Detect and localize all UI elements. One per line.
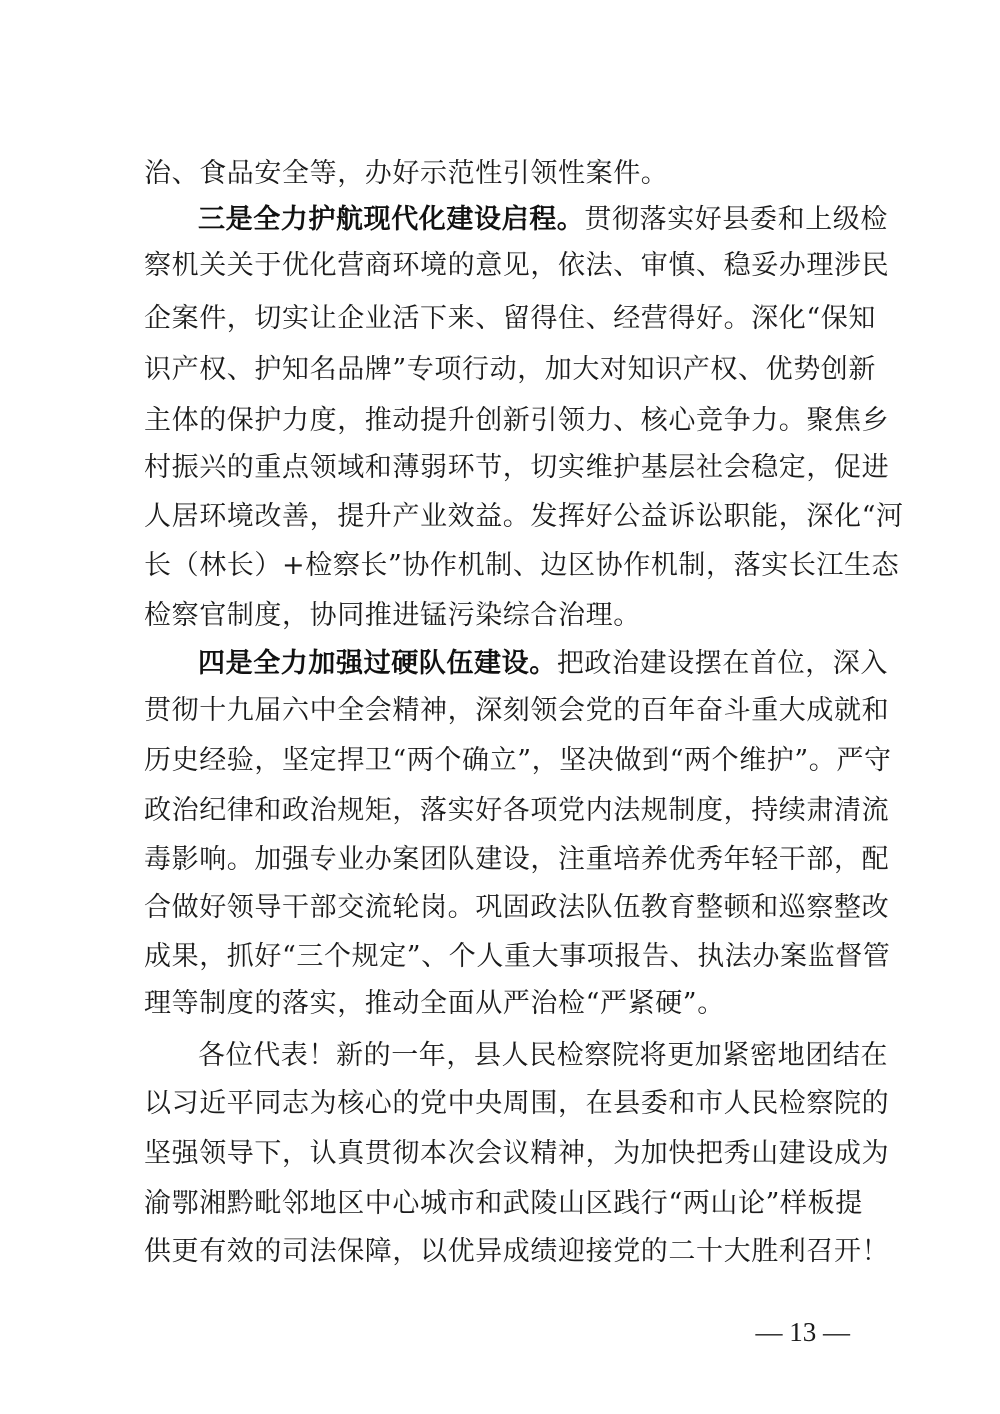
text-line: 识产权、护知名品牌”专项行动，加大对知识产权、优势创新: [144, 354, 877, 385]
text-line: 理等制度的落实，推动全面从严治检“严紧硬”。: [144, 988, 725, 1019]
text-line: 以习近平同志为核心的党中央周围，在县委和市人民检察院的: [144, 1088, 890, 1119]
text-line: 主体的保护力度，推动提升创新引领力、核心竞争力。聚焦乡: [144, 405, 890, 436]
heading-point-4: 四是全力加强过硬队伍建设。: [198, 648, 557, 679]
text-line: 供更有效的司法保障，以优异成绩迎接党的二十大胜利召开！: [144, 1236, 890, 1267]
paragraph-point-4-first-line: [198, 642, 889, 686]
text-line: 检察官制度，协同推进锰污染综合治理。: [144, 600, 641, 631]
text-line: 察机关关于优化营商环境的意见，依法、审慎、稳妥办理涉民: [144, 250, 890, 281]
text-line: 渝鄂湘黔毗邻地区中心城市和武陵山区践行“两山论”样板提: [144, 1188, 863, 1219]
paragraph-point-3-first-line: [198, 198, 889, 242]
text-line: 企案件，切实让企业活下来、留得住、经营得好。深化“保知: [144, 303, 877, 334]
text-line: 坚强领导下，认真贯彻本次会议精神，为加快把秀山建设成为: [144, 1138, 890, 1169]
text-line: 合做好领导干部交流轮岗。巩固政法队伍教育整顿和巡察整改: [144, 892, 890, 923]
text-line: 贯彻十九届六中全会精神，深刻领会党的百年奋斗重大成就和: [144, 695, 890, 726]
text-line: 政治纪律和政治规矩，落实好各项党内法规制度，持续肃清流: [144, 795, 890, 826]
page-number: — 13 —: [755, 1317, 850, 1347]
text-run: 贯彻落实好县委和上级检: [584, 204, 889, 235]
text-line: 成果，抓好“三个规定”、个人重大事项报告、执法办案监督管: [144, 941, 891, 972]
heading-point-3: 三是全力护航现代化建设启程。: [198, 204, 585, 235]
text-line: 治、食品安全等，办好示范性引领性案件。: [144, 158, 669, 189]
text-run: 把政治建设摆在首位，深入: [556, 648, 889, 679]
text-line: 毒影响。加强专业办案团队建设，注重培养优秀年轻干部，配: [144, 844, 890, 875]
text-line: 人居环境改善，提升产业效益。发挥好公益诉讼职能，深化“河: [144, 501, 904, 532]
text-line: 长（林长）+检察长”协作机制、边区协作机制，落实长江生态: [144, 550, 900, 581]
text-line: 村振兴的重点领域和薄弱环节，切实维护基层社会稳定，促进: [144, 452, 890, 483]
text-line: 历史经验，坚定捍卫“两个确立”，坚决做到“两个维护”。严守: [144, 745, 892, 776]
text-line: 各位代表！新的一年，县人民检察院将更加紧密地团结在: [198, 1040, 888, 1071]
